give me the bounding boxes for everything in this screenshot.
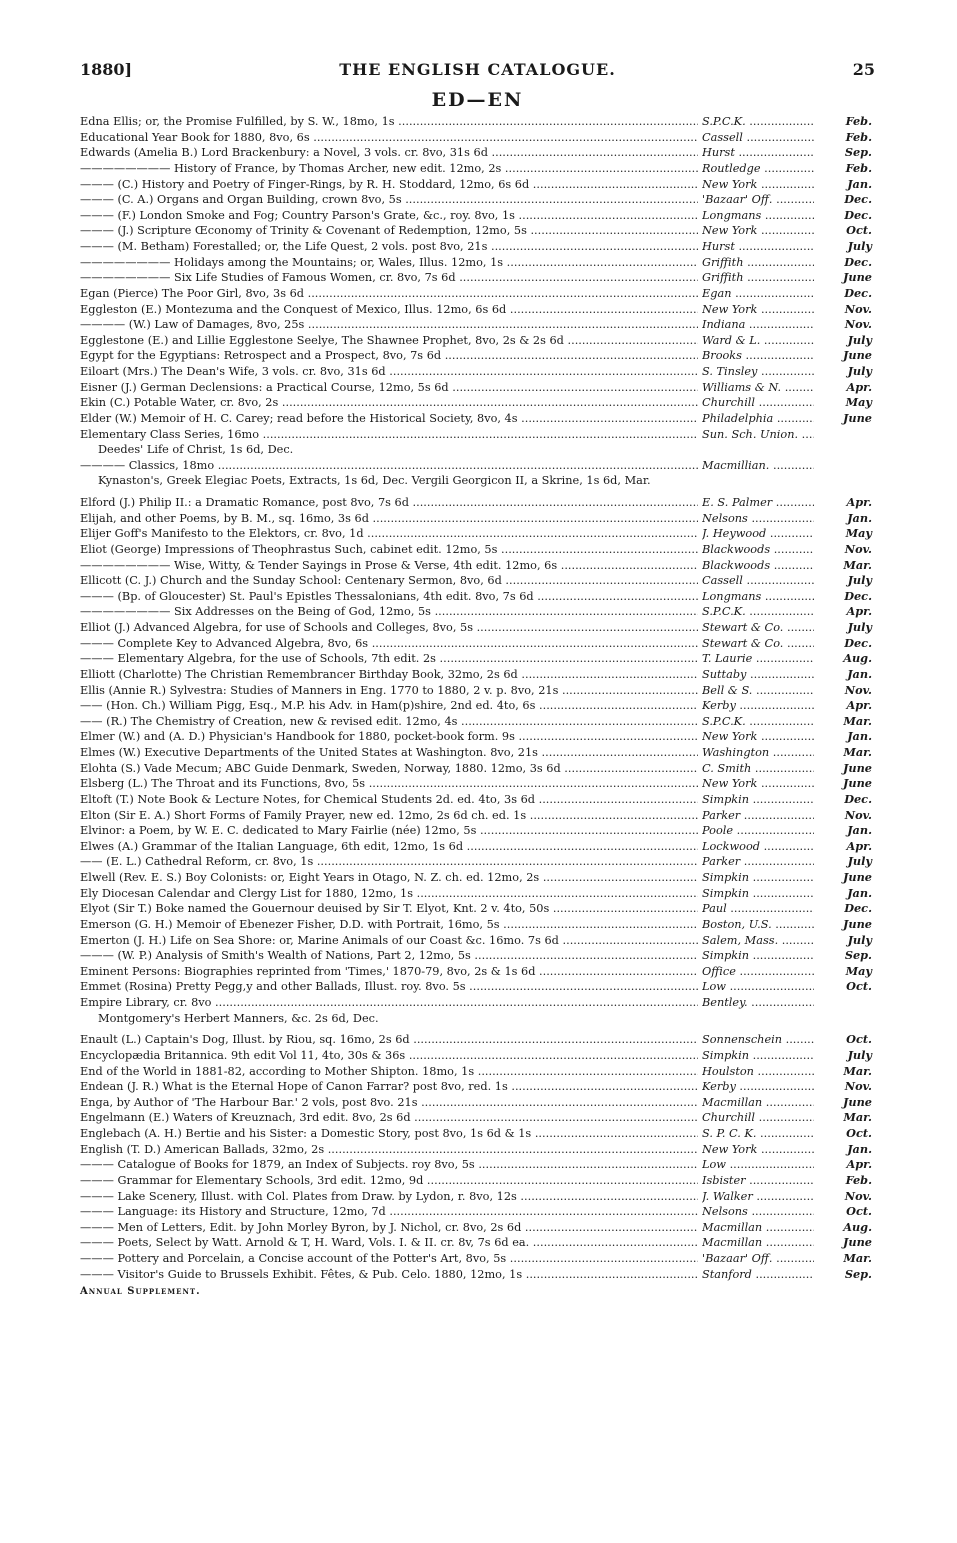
entry-title: Educational Year Book for 1880, 8vo, 6s ..... bbox=[80, 130, 698, 146]
entry-date: Dec. bbox=[844, 192, 872, 207]
catalogue-entry bbox=[80, 395, 875, 411]
catalogue-entry bbox=[80, 917, 875, 933]
entry-date: Mar. bbox=[843, 557, 872, 572]
entry-publisher: Churchill ..... bbox=[702, 1110, 814, 1126]
catalogue-entry bbox=[80, 511, 875, 527]
catalogue-entry bbox=[80, 145, 875, 161]
entry-publisher: Longmans ..... bbox=[702, 208, 814, 224]
entry-publisher: New York ..... bbox=[702, 177, 814, 193]
entry-title: Egglestone (E.) and Lillie Egglestone Seelye, The Shawnee Prophet, 8vo, 2s & 2s 6d ..... bbox=[80, 333, 698, 349]
catalogue-entry bbox=[80, 239, 875, 255]
entry-publisher: Cassell ..... bbox=[702, 573, 814, 589]
entry-title: Elton (Sir E. A.) Short Forms of Family Prayer, new ed. 12mo, 2s 6d ch. ed. 1s ..... bbox=[80, 808, 698, 824]
entry-title: Ellis (Annie R.) Sylvestra: Studies of Manners in Eng. 1770 to 1880, 2 v. p. 8vo, 21s ..... bbox=[80, 683, 698, 699]
entry-publisher: Sonnenschein ..... bbox=[702, 1032, 814, 1048]
entry-publisher: Churchill ..... bbox=[702, 395, 814, 411]
entry-date: Jan. bbox=[847, 1141, 872, 1156]
entry-title: ——— Complete Key to Advanced Algebra, 8vo, 6s ..... bbox=[80, 636, 698, 652]
entry-publisher: Kerby ..... bbox=[702, 1079, 814, 1095]
entry-title: Elsberg (L.) The Throat and its Functions, 8vo, 5s ..... bbox=[80, 776, 698, 792]
entry-title: Eminent Persons: Biographies reprinted from 'Times,' 1870-79, 8vo, 2s & 1s 6d ..... bbox=[80, 964, 698, 980]
entry-date: July bbox=[847, 932, 872, 947]
sub-entry-note: Montgomery's Herbert Manners, &c. 2s 6d, Dec. bbox=[98, 1011, 379, 1025]
sub-entry-note: Kynaston's, Greek Elegiac Poets, Extracts, 1s 6d, Dec. Vergili Georgicon II, a Skrine, 1s 6d, Mar. bbox=[98, 474, 651, 488]
catalogue-entry bbox=[80, 667, 875, 683]
entry-title: ——— (F.) London Smoke and Fog; Country Parson's Grate, &c., roy. 8vo, 1s ..... bbox=[80, 208, 698, 224]
entry-title: ——— Catalogue of Books for 1879, an Index of Subjects. roy 8vo, 5s ..... bbox=[80, 1157, 698, 1173]
entry-publisher: Griffith ..... bbox=[702, 270, 814, 286]
catalogue-entries bbox=[80, 114, 875, 1282]
catalogue-entry bbox=[80, 886, 875, 902]
entry-date: July bbox=[847, 364, 872, 378]
entry-title: ——— (J.) Scripture Œconomy of Trinity & Covenant of Redemption, 12mo, 5s ..... bbox=[80, 223, 698, 239]
entry-publisher: Simpkin ..... bbox=[702, 948, 814, 964]
entry-date: June bbox=[843, 1235, 872, 1250]
entry-date: Dec. bbox=[844, 285, 872, 300]
entry-title: Englebach (A. H.) Bertie and his Sister: a Domestic Story, post 8vo, 1s 6d & 1s ..... bbox=[80, 1126, 698, 1142]
entry-date: Mar. bbox=[843, 713, 872, 728]
entry-publisher: S.P.C.K. ..... bbox=[702, 604, 814, 620]
entry-publisher: Nelsons ..... bbox=[702, 511, 814, 527]
entry-date: Feb. bbox=[845, 1172, 872, 1187]
entry-title: Encyclopædia Britannica. 9th edit Vol 11, 4to, 30s & 36s ..... bbox=[80, 1048, 698, 1064]
entry-date: June bbox=[843, 410, 872, 425]
entry-date: Dec. bbox=[844, 254, 872, 269]
entry-title: Elliot (J.) Advanced Algebra, for use of Schools and Colleges, 8vo, 5s ..... bbox=[80, 620, 698, 636]
entry-publisher: New York ..... bbox=[702, 223, 814, 239]
catalogue-entry bbox=[80, 1095, 875, 1111]
entry-title: Emmet (Rosina) Pretty Pegg,y and other Ballads, Illust. roy. 8vo. 5s ..... bbox=[80, 979, 698, 995]
entry-date: Nov. bbox=[844, 807, 872, 822]
entry-title: ———— Classics, 18mo ..... bbox=[80, 458, 698, 474]
catalogue-entry bbox=[80, 620, 875, 636]
entry-title: ——— Visitor's Guide to Brussels Exhibit. Fêtes, & Pub. Celo. 1880, 12mo, 1s ..... bbox=[80, 1267, 698, 1283]
catalogue-entry bbox=[80, 1110, 875, 1126]
entry-title: Elijer Goff's Manifesto to the Elektors, cr. 8vo, 1d ..... bbox=[80, 526, 698, 542]
entry-publisher: Parker ..... bbox=[702, 808, 814, 824]
catalogue-entry bbox=[80, 1142, 875, 1158]
catalogue-entry bbox=[80, 411, 875, 427]
entry-date: Oct. bbox=[846, 223, 872, 238]
entry-publisher: Simpkin ..... bbox=[702, 792, 814, 808]
entry-date: Nov. bbox=[844, 1188, 872, 1203]
entry-date: Apr. bbox=[846, 698, 872, 713]
entry-title: ——— (Bp. of Gloucester) St. Paul's Epistles Thessalonians, 4th edit. 8vo, 7s 6d ..... bbox=[80, 589, 698, 605]
entry-title: Eiloart (Mrs.) The Dean's Wife, 3 vols. cr. 8vo, 31s 6d ..... bbox=[80, 364, 698, 380]
page-number: 25 bbox=[852, 60, 875, 79]
catalogue-entry bbox=[80, 208, 875, 224]
entry-publisher: Bell & S. ..... bbox=[702, 683, 814, 699]
entry-date: May bbox=[845, 395, 872, 410]
entry-publisher: Simpkin ..... bbox=[702, 886, 814, 902]
entry-publisher: Paul ..... bbox=[702, 901, 814, 917]
entry-title: Elmer (W.) and (A. D.) Physician's Handbook for 1880, pocket-book form. 9s ..... bbox=[80, 729, 698, 745]
entry-date: Jan. bbox=[847, 176, 872, 191]
entry-date: Jan. bbox=[847, 823, 872, 838]
entry-date: Nov. bbox=[844, 1079, 872, 1094]
entry-date bbox=[814, 427, 872, 443]
catalogue-entry bbox=[80, 589, 875, 605]
entry-publisher: Parker ..... bbox=[702, 854, 814, 870]
entry-publisher: Houlston ..... bbox=[702, 1064, 814, 1080]
catalogue-entry bbox=[80, 1173, 875, 1189]
catalogue-entry bbox=[80, 333, 875, 349]
entry-date: Aug. bbox=[843, 651, 872, 666]
entry-date: Oct. bbox=[846, 1126, 872, 1140]
entry-title: ———————— History of France, by Thomas Archer, new edit. 12mo, 2s ..... bbox=[80, 161, 698, 177]
entry-publisher: Routledge ..... bbox=[702, 161, 814, 177]
entry-date: Feb. bbox=[845, 129, 872, 144]
entry-publisher: Hurst ..... bbox=[702, 239, 814, 255]
catalogue-entry bbox=[80, 573, 875, 589]
catalogue-entry bbox=[80, 255, 875, 271]
catalogue-entry bbox=[80, 979, 875, 995]
entry-title: ——— Poets, Select by Watt. Arnold & T, H. Ward, Vols. I. & II. cr. 8v, 7s 6d ea. ..... bbox=[80, 1235, 698, 1251]
entry-publisher: Boston, U.S. ..... bbox=[702, 917, 814, 933]
entry-title: —— (Hon. Ch.) William Pigg, Esq., M.P. his Adv. in Ham(p)shire, 2nd ed. 4to, 6s ..... bbox=[80, 698, 698, 714]
entry-title: ——— (M. Betham) Forestalled; or, the Life Quest, 2 vols. post 8vo, 21s ..... bbox=[80, 239, 698, 255]
catalogue-entry bbox=[80, 901, 875, 917]
catalogue-entry bbox=[80, 948, 875, 964]
entry-title: ——— (W. P.) Analysis of Smith's Wealth of Nations, Part 2, 12mo, 5s ..... bbox=[80, 948, 698, 964]
entry-publisher: Macmillan ..... bbox=[702, 1220, 814, 1236]
footer-signature: Annual Supplement. bbox=[80, 1286, 201, 1298]
entry-publisher: Longmans ..... bbox=[702, 589, 814, 605]
entry-date: Sep. bbox=[844, 948, 872, 963]
entry-publisher: 'Bazaar' Off. ..... bbox=[702, 192, 814, 208]
catalogue-entry bbox=[80, 823, 875, 839]
entry-title: Elwell (Rev. E. S.) Boy Colonists: or, Eight Years in Otago, N. Z. ch. ed. 12mo, 2s ..... bbox=[80, 870, 698, 886]
entry-title: ———————— Holidays among the Mountains; or, Wales, Illus. 12mo, 1s ..... bbox=[80, 255, 698, 271]
entry-date: Apr. bbox=[846, 604, 872, 619]
entry-title: Egypt for the Egyptians: Retrospect and a Prospect, 8vo, 7s 6d ..... bbox=[80, 348, 698, 364]
running-header bbox=[80, 60, 875, 86]
entry-title: ———————— Wise, Witty, & Tender Sayings in Prose & Verse, 4th edit. 12mo, 6s ..... bbox=[80, 558, 698, 574]
catalogue-entry bbox=[80, 1251, 875, 1267]
entry-title: ——— Grammar for Elementary Schools, 3rd edit. 12mo, 9d ..... bbox=[80, 1173, 698, 1189]
entry-title: ——— Lake Scenery, Illust. with Col. Plates from Draw. by Lydon, r. 8vo, 12s ..... bbox=[80, 1189, 698, 1205]
catalogue-entry bbox=[80, 933, 875, 949]
entry-date: Nov. bbox=[844, 682, 872, 697]
catalogue-entry bbox=[80, 380, 875, 396]
entry-title: Eisner (J.) German Declensions: a Practical Course, 12mo, 5s 6d ..... bbox=[80, 380, 698, 396]
entry-date: Apr. bbox=[846, 495, 872, 509]
entry-title: ——— Language: its History and Structure, 12mo, 7d ..... bbox=[80, 1204, 698, 1220]
entry-publisher: Blackwoods ..... bbox=[702, 542, 814, 558]
entry-publisher: New York ..... bbox=[702, 1142, 814, 1158]
entry-date bbox=[814, 458, 872, 474]
catalogue-entry bbox=[80, 1064, 875, 1080]
entry-publisher: Macmillan ..... bbox=[702, 1235, 814, 1251]
entry-title: Elijah, and other Poems, by B. M., sq. 16mo, 3s 6d ..... bbox=[80, 511, 698, 527]
entry-publisher: New York ..... bbox=[702, 729, 814, 745]
entry-title: Enault (L.) Captain's Dog, Illust. by Riou, sq. 16mo, 2s 6d ..... bbox=[80, 1032, 698, 1048]
entry-publisher: Egan ..... bbox=[702, 286, 814, 302]
entry-publisher: Stewart & Co. ..... bbox=[702, 620, 814, 636]
entry-publisher: Suttaby ..... bbox=[702, 667, 814, 683]
entry-title: Elliott (Charlotte) The Christian Remembrancer Birthday Book, 32mo, 2s 6d ..... bbox=[80, 667, 698, 683]
section-heading: ED—EN bbox=[431, 89, 524, 111]
entry-publisher: Sun. Sch. Union. ..... bbox=[702, 427, 814, 443]
entry-title: ———————— Six Addresses on the Being of God, 12mo, 5s ..... bbox=[80, 604, 698, 620]
entry-title: Elementary Class Series, 16mo ..... bbox=[80, 427, 698, 443]
entry-publisher: New York ..... bbox=[702, 776, 814, 792]
catalogue-entry bbox=[80, 1235, 875, 1251]
entry-publisher: Low ..... bbox=[702, 1157, 814, 1173]
catalogue-entry bbox=[80, 839, 875, 855]
entry-date: Oct. bbox=[846, 1032, 872, 1047]
entry-date: Mar. bbox=[843, 1063, 872, 1078]
catalogue-entry bbox=[80, 651, 875, 667]
catalogue-entry bbox=[80, 683, 875, 699]
catalogue-entry bbox=[80, 192, 875, 208]
entry-title: Enga, by Author of 'The Harbour Bar.' 2 vols, post 8vo. 21s ..... bbox=[80, 1095, 698, 1111]
entry-publisher: Bentley. ..... bbox=[702, 995, 814, 1011]
entry-publisher: C. Smith ..... bbox=[702, 761, 814, 777]
catalogue-entry bbox=[80, 964, 875, 980]
catalogue-entry bbox=[80, 302, 875, 318]
entry-publisher: J. Heywood ..... bbox=[702, 526, 814, 542]
catalogue-entry bbox=[80, 1126, 875, 1142]
entry-date: June bbox=[843, 776, 872, 791]
entry-date: Feb. bbox=[845, 114, 872, 128]
catalogue-entry bbox=[80, 1032, 875, 1048]
catalogue-entry bbox=[80, 458, 875, 474]
catalogue-entry bbox=[80, 729, 875, 745]
entry-date: Apr. bbox=[846, 379, 872, 394]
entry-title: ———————— Six Life Studies of Famous Women, cr. 8vo, 7s 6d ..... bbox=[80, 270, 698, 286]
entry-title: Ellicott (C. J.) Church and the Sunday School: Centenary Sermon, 8vo, 6d ..... bbox=[80, 573, 698, 589]
entry-publisher: Stanford ..... bbox=[702, 1267, 814, 1283]
entry-publisher: Salem, Mass. ..... bbox=[702, 933, 814, 949]
entry-date: June bbox=[843, 870, 872, 884]
entry-date: Jan. bbox=[847, 510, 872, 525]
catalogue-entry bbox=[80, 854, 875, 870]
entry-date: June bbox=[843, 916, 872, 931]
entry-title: Eltoft (T.) Note Book & Lecture Notes, for Chemical Students 2d. ed. 4to, 3s 6d ..... bbox=[80, 792, 698, 808]
catalogue-entry bbox=[80, 776, 875, 792]
entry-title: ——— (C.) History and Poetry of Finger-Rings, by R. H. Stoddard, 12mo, 6s 6d ..... bbox=[80, 177, 698, 193]
catalogue-entry bbox=[80, 1220, 875, 1236]
entry-publisher: Stewart & Co. ..... bbox=[702, 636, 814, 652]
catalogue-entry bbox=[80, 1157, 875, 1173]
catalogue-entry bbox=[80, 130, 875, 146]
catalogue-entry bbox=[80, 161, 875, 177]
entry-title: Elder (W.) Memoir of H. C. Carey; read before the Historical Society, 8vo, 4s ..... bbox=[80, 411, 698, 427]
entry-publisher: Poole ..... bbox=[702, 823, 814, 839]
catalogue-entry bbox=[80, 1048, 875, 1064]
catalogue-entry bbox=[80, 636, 875, 652]
entry-title: —— (E. L.) Cathedral Reform, cr. 8vo, 1s ..... bbox=[80, 854, 698, 870]
entry-publisher: S. P. C. K. ..... bbox=[702, 1126, 814, 1142]
entry-date: Sep. bbox=[844, 1266, 872, 1281]
entry-date: Feb. bbox=[845, 160, 872, 175]
entry-date bbox=[814, 995, 872, 1011]
entry-date: Nov. bbox=[844, 301, 872, 316]
entry-date: Jan. bbox=[847, 729, 872, 744]
catalogue-entry bbox=[80, 714, 875, 730]
entry-publisher: Hurst ..... bbox=[702, 145, 814, 161]
catalogue-entry bbox=[80, 1204, 875, 1220]
catalogue-entry bbox=[80, 1189, 875, 1205]
entry-title: Engelmann (E.) Waters of Kreuznach, 3rd edit. 8vo, 2s 6d ..... bbox=[80, 1110, 698, 1126]
entry-title: Edna Ellis; or, the Promise Fulfilled, by S. W., 18mo, 1s ..... bbox=[80, 114, 698, 130]
entry-publisher: Simpkin ..... bbox=[702, 870, 814, 886]
entry-title: Elwes (A.) Grammar of the Italian Language, 6th edit, 12mo, 1s 6d ..... bbox=[80, 839, 698, 855]
entry-date: Jan. bbox=[847, 666, 872, 681]
catalogue-entry bbox=[80, 526, 875, 542]
entry-title: Edwards (Amelia B.) Lord Brackenbury: a Novel, 3 vols. cr. 8vo, 31s 6d ..... bbox=[80, 145, 698, 161]
entry-publisher: 'Bazaar' Off. ..... bbox=[702, 1251, 814, 1267]
entry-publisher: Washington ..... bbox=[702, 745, 814, 761]
catalogue-entry bbox=[80, 495, 875, 511]
entry-title: Elvinor: a Poem, by W. E. C. dedicated to Mary Fairlie (née) 12mo, 5s ..... bbox=[80, 823, 698, 839]
catalogue-entry bbox=[80, 223, 875, 239]
catalogue-entry bbox=[80, 427, 875, 443]
entry-publisher: Nelsons ..... bbox=[702, 1204, 814, 1220]
entry-publisher: Cassell ..... bbox=[702, 130, 814, 146]
catalogue-entry bbox=[80, 364, 875, 380]
catalogue-entry bbox=[80, 317, 875, 333]
entry-date: June bbox=[843, 1094, 872, 1109]
catalogue-entry bbox=[80, 995, 875, 1011]
header-title: THE ENGLISH CATALOGUE. bbox=[339, 60, 616, 79]
entry-date: Oct. bbox=[846, 1204, 872, 1219]
entry-date: Mar. bbox=[843, 1251, 872, 1265]
entry-date: Apr. bbox=[846, 838, 872, 853]
entry-date: July bbox=[847, 332, 872, 347]
catalogue-entry bbox=[80, 270, 875, 286]
entry-publisher: J. Walker ..... bbox=[702, 1189, 814, 1205]
entry-publisher: Isbister ..... bbox=[702, 1173, 814, 1189]
entry-date: Sep. bbox=[844, 145, 872, 160]
entry-publisher: Macmillian. ..... bbox=[702, 458, 814, 474]
entry-title: ———— (W.) Law of Damages, 8vo, 25s ..... bbox=[80, 317, 698, 333]
entry-date: July bbox=[847, 1047, 872, 1062]
catalogue-entry bbox=[80, 348, 875, 364]
catalogue-entry bbox=[80, 792, 875, 808]
entry-date: Nov. bbox=[844, 541, 872, 556]
entry-date: July bbox=[847, 620, 872, 634]
entry-date: Dec. bbox=[844, 901, 872, 916]
entry-title: Egan (Pierce) The Poor Girl, 8vo, 3s 6d ..... bbox=[80, 286, 698, 302]
entry-publisher: Office ..... bbox=[702, 964, 814, 980]
entry-date: June bbox=[843, 348, 872, 363]
entry-title: ——— Elementary Algebra, for the use of Schools, 7th edit. 2s ..... bbox=[80, 651, 698, 667]
catalogue-entry bbox=[80, 761, 875, 777]
entry-date: Dec. bbox=[844, 791, 872, 806]
entry-publisher: S.P.C.K. ..... bbox=[702, 714, 814, 730]
entry-title: ——— Pottery and Porcelain, a Concise account of the Potter's Art, 8vo, 5s ..... bbox=[80, 1251, 698, 1267]
header-year: 1880] bbox=[80, 60, 133, 79]
entry-publisher: Indiana ..... bbox=[702, 317, 814, 333]
entry-date: July bbox=[847, 573, 872, 588]
entry-publisher: Lockwood ..... bbox=[702, 839, 814, 855]
entry-publisher: Low ..... bbox=[702, 979, 814, 995]
entry-publisher: Blackwoods ..... bbox=[702, 558, 814, 574]
entry-publisher: Philadelphia ..... bbox=[702, 411, 814, 427]
catalogue-entry bbox=[80, 542, 875, 558]
entry-title: Empire Library, cr. 8vo ..... bbox=[80, 995, 698, 1011]
catalogue-entry bbox=[80, 745, 875, 761]
entry-publisher: Brooks ..... bbox=[702, 348, 814, 364]
entry-publisher: Simpkin ..... bbox=[702, 1048, 814, 1064]
catalogue-entry bbox=[80, 808, 875, 824]
sub-entry-note: Deedes' Life of Christ, 1s 6d, Dec. bbox=[98, 443, 294, 457]
catalogue-entry bbox=[80, 114, 875, 130]
catalogue-page bbox=[80, 60, 875, 1297]
entry-date: Mar. bbox=[843, 1110, 872, 1125]
entry-publisher: Macmillan ..... bbox=[702, 1095, 814, 1111]
entry-title: Eggleston (E.) Montezuma and the Conquest of Mexico, Illus. 12mo, 6s 6d ..... bbox=[80, 302, 698, 318]
entry-date: July bbox=[847, 239, 872, 253]
entry-title: Endean (J. R.) What is the Eternal Hope of Canon Farrar? post 8vo, red. 1s ..... bbox=[80, 1079, 698, 1095]
entry-title: Eliot (George) Impressions of Theophrastus Such, cabinet edit. 12mo, 5s ..... bbox=[80, 542, 698, 558]
entry-title: Elyot (Sir T.) Boke named the Gouernour deuised by Sir T. Elyot, Knt. 2 v. 4to, 50s ..... bbox=[80, 901, 698, 917]
entry-date: Dec. bbox=[844, 588, 872, 603]
entry-publisher: Ward & L. ..... bbox=[702, 333, 814, 349]
entry-title: Elford (J.) Philip II.: a Dramatic Romance, post 8vo, 7s 6d ..... bbox=[80, 495, 698, 511]
entry-date: June bbox=[843, 270, 872, 285]
entry-publisher: E. S. Palmer ..... bbox=[702, 495, 814, 511]
entry-date: Jan. bbox=[847, 885, 872, 900]
entry-publisher: S. Tinsley ..... bbox=[702, 364, 814, 380]
entry-date: Aug. bbox=[843, 1219, 872, 1234]
entry-date: May bbox=[845, 963, 872, 978]
entry-date: June bbox=[843, 760, 872, 775]
entry-title: End of the World in 1881-82, according to Mother Shipton. 18mo, 1s ..... bbox=[80, 1064, 698, 1080]
entry-date: July bbox=[847, 854, 872, 869]
catalogue-entry bbox=[80, 177, 875, 193]
entry-title: Elohta (S.) Vade Mecum; ABC Guide Denmark, Sweden, Norway, 1880. 12mo, 3s 6d ..... bbox=[80, 761, 698, 777]
catalogue-entry bbox=[80, 604, 875, 620]
entry-publisher: Griffith ..... bbox=[702, 255, 814, 271]
entry-publisher: T. Laurie ..... bbox=[702, 651, 814, 667]
entry-date: May bbox=[845, 526, 872, 541]
entry-title: English (T. D.) American Ballads, 32mo, 2s ..... bbox=[80, 1142, 698, 1158]
catalogue-entry bbox=[80, 558, 875, 574]
entry-date: Apr. bbox=[846, 1157, 872, 1172]
entry-title: Emerson (G. H.) Memoir of Ebenezer Fisher, D.D. with Portrait, 16mo, 5s ..... bbox=[80, 917, 698, 933]
entry-date: Dec. bbox=[844, 635, 872, 650]
entry-publisher: Williams & N. ..... bbox=[702, 380, 814, 396]
entry-date: Dec. bbox=[844, 207, 872, 222]
entry-title: Ekin (C.) Potable Water, cr. 8vo, 2s ..... bbox=[80, 395, 698, 411]
entry-title: Ely Diocesan Calendar and Clergy List for 1880, 12mo, 1s ..... bbox=[80, 886, 698, 902]
catalogue-entry bbox=[80, 698, 875, 714]
entry-date: Oct. bbox=[846, 979, 872, 994]
entry-date: Mar. bbox=[843, 745, 872, 759]
entry-title: Emerton (J. H.) Life on Sea Shore: or, Marine Animals of our Coast &c. 16mo. 7s 6d ..... bbox=[80, 933, 698, 949]
entry-title: ——— (C. A.) Organs and Organ Building, crown 8vo, 5s ..... bbox=[80, 192, 698, 208]
entry-publisher: New York ..... bbox=[702, 302, 814, 318]
catalogue-entry bbox=[80, 1079, 875, 1095]
entry-title: Elmes (W.) Executive Departments of the United States at Washington. 8vo, 21s ..... bbox=[80, 745, 698, 761]
entry-publisher: Kerby ..... bbox=[702, 698, 814, 714]
entry-publisher: S.P.C.K. ..... bbox=[702, 114, 814, 130]
catalogue-entry bbox=[80, 870, 875, 886]
catalogue-entry bbox=[80, 1267, 875, 1283]
entry-title: ——— Men of Letters, Edit. by John Morley Byron, by J. Nichol, cr. 8vo, 2s 6d ..... bbox=[80, 1220, 698, 1236]
catalogue-entry bbox=[80, 286, 875, 302]
entry-title: —— (R.) The Chemistry of Creation, new & revised edit. 12mo, 4s ..... bbox=[80, 714, 698, 730]
entry-date: Nov. bbox=[844, 317, 872, 332]
